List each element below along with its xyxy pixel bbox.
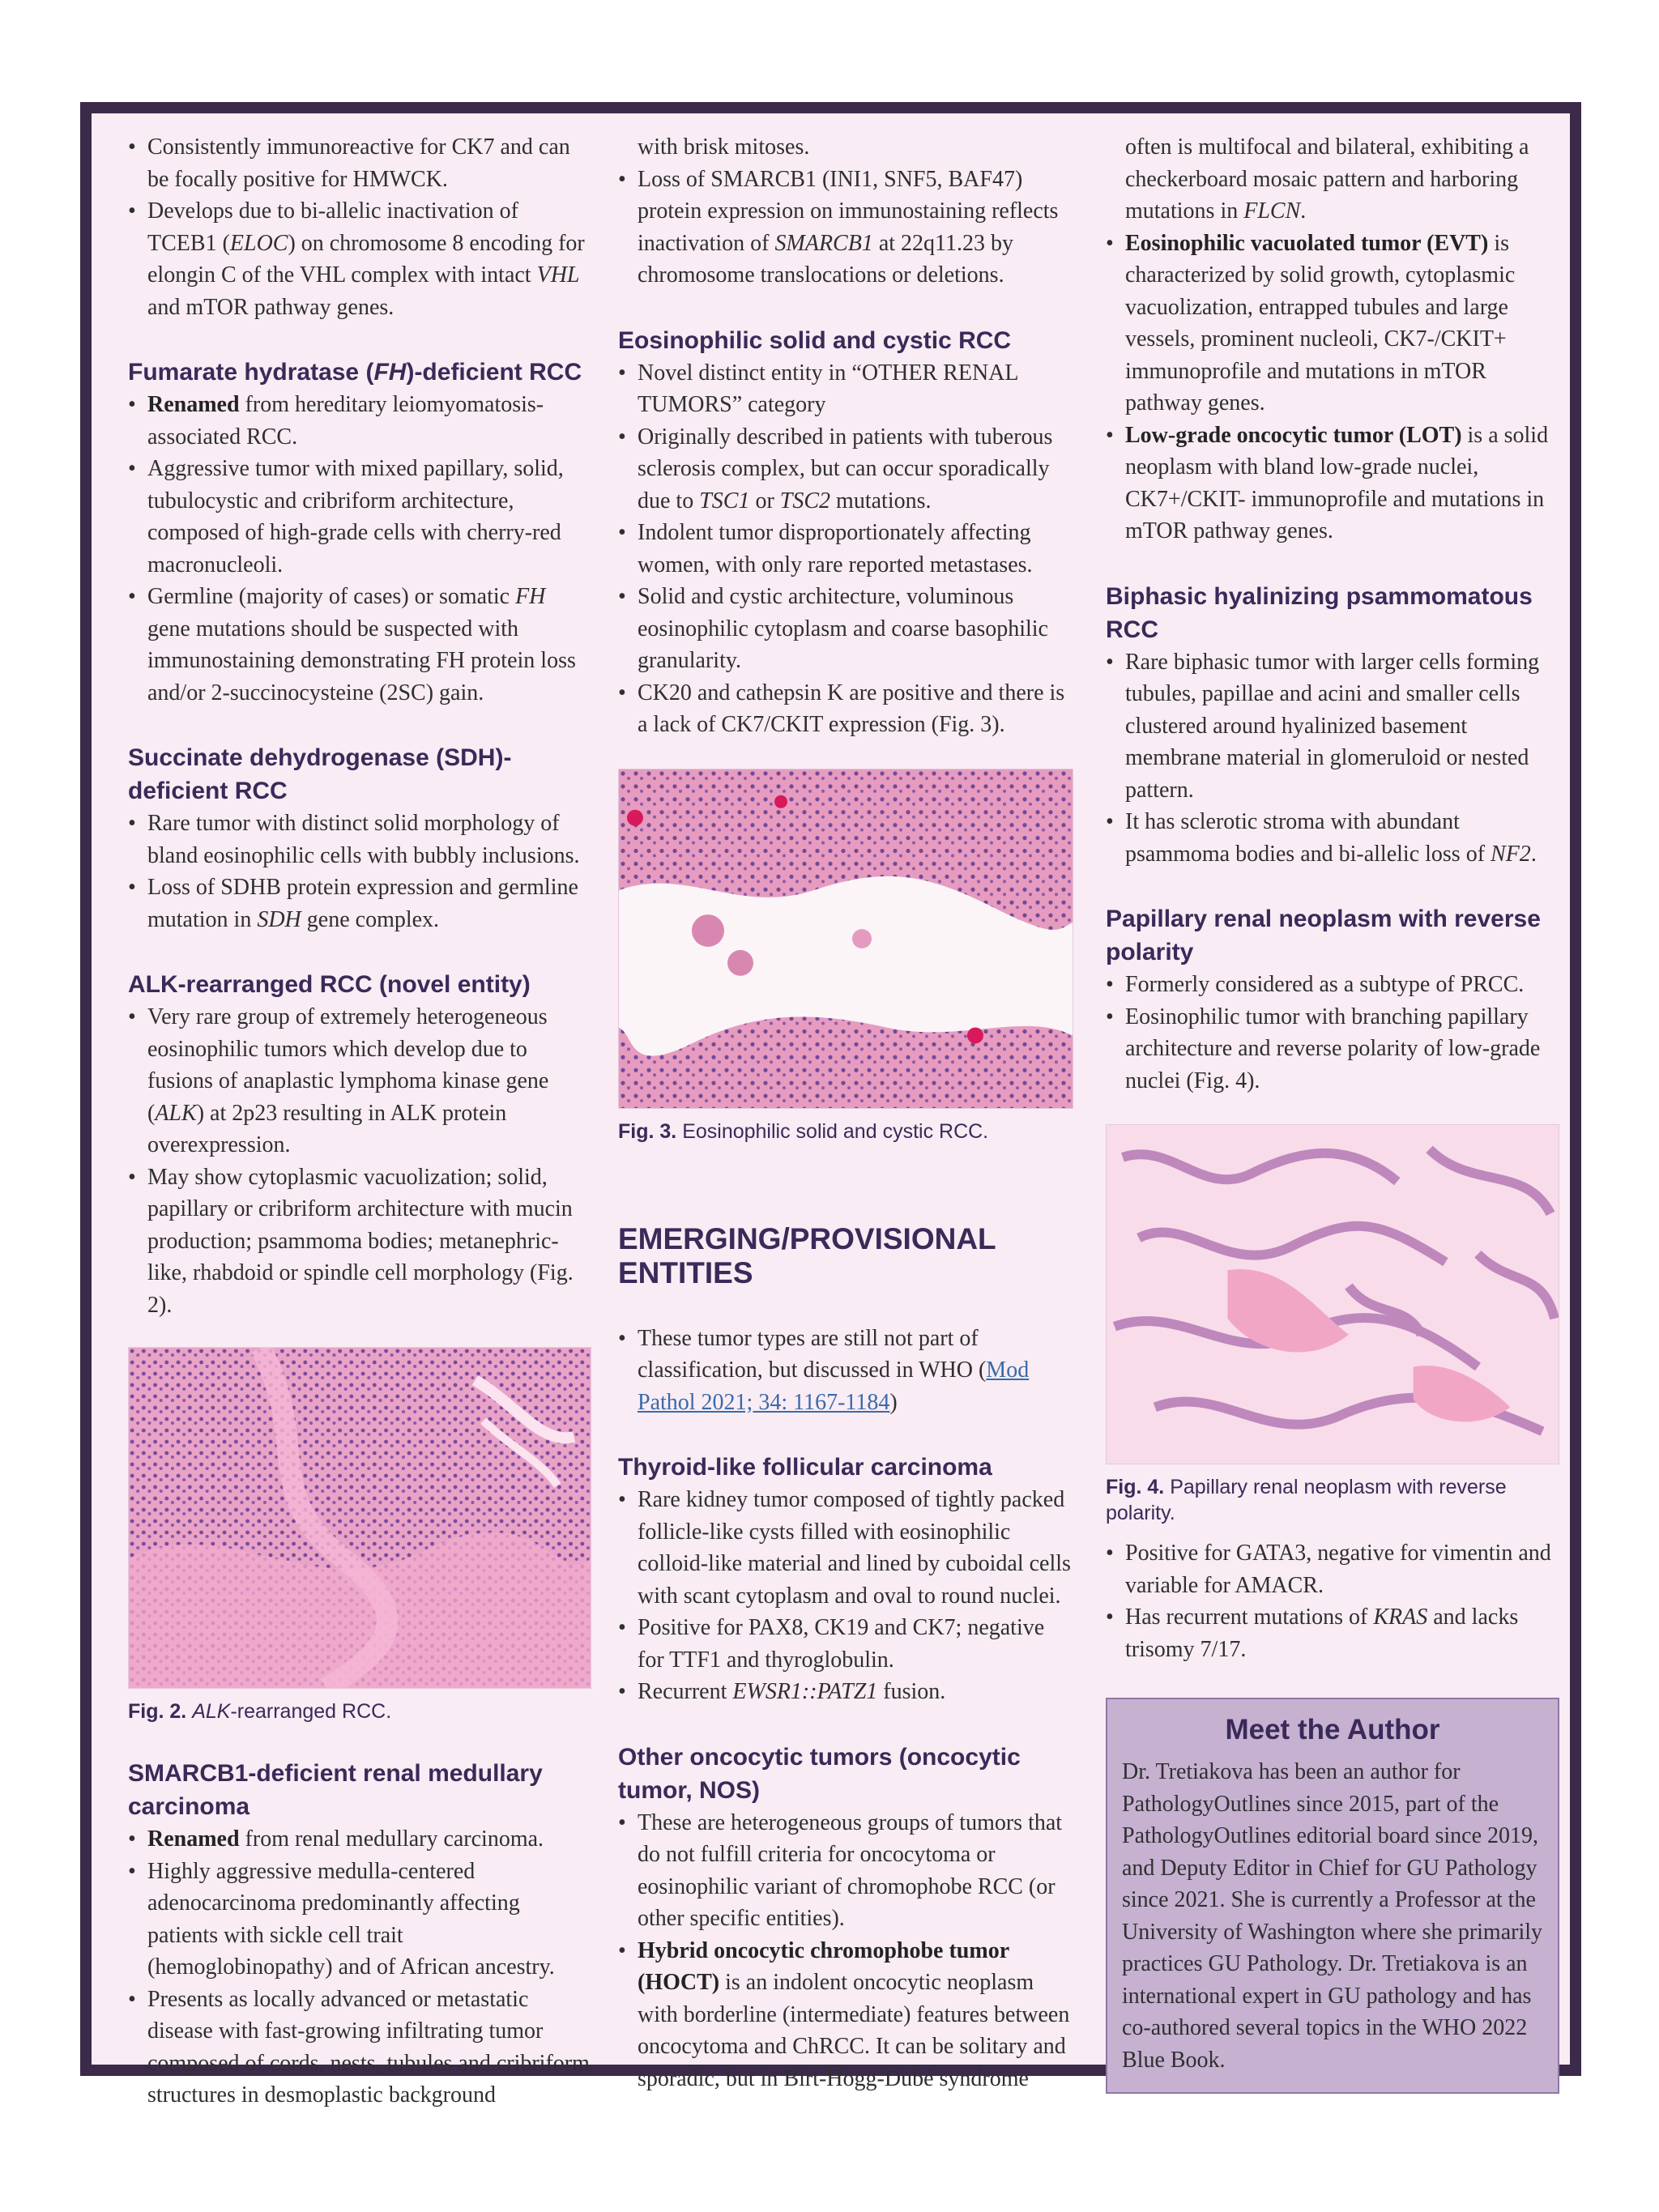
heading-alk-rearranged-rcc: ALK-rearranged RCC (novel entity) bbox=[128, 971, 531, 998]
list-item: • Renamed from renal medullary carcinoma. bbox=[128, 1823, 591, 1856]
list-item: • Renamed from hereditary leiomyomatosis-associated RCC. bbox=[128, 389, 591, 453]
list-item: • Germline (majority of cases) or somatic FH gene mutations should be suspected with immunostaining demonstrating FH protein loss and/or 2-succinocysteine (2SC) gain. bbox=[128, 581, 591, 709]
hoct-continued-list bbox=[1106, 131, 1559, 228]
list-item: • Rare tumor with distinct solid morphology of bland eosinophilic cells with bubbly inclusions. bbox=[128, 808, 591, 872]
list-item: • Novel distinct entity in “OTHER RENAL TUMORS” category bbox=[618, 357, 1073, 421]
article-panel bbox=[80, 102, 1581, 2108]
papillary-list bbox=[1106, 969, 1559, 1097]
heading-smarcb1-deficient: SMARCB1-deficient renal medullary carcinoma bbox=[128, 1760, 543, 1820]
heading-papillary-reverse-polarity: Papillary renal neoplasm with reverse polarity bbox=[1106, 906, 1541, 965]
biphasic-list bbox=[1106, 646, 1559, 871]
author-box-title: Meet the Author bbox=[1225, 1714, 1440, 1745]
figure-2-caption: Fig. 2. ALK-rearranged RCC. bbox=[128, 1700, 392, 1723]
emerging-list bbox=[618, 1323, 1073, 1419]
other-oncocytic-list bbox=[618, 1807, 1073, 2095]
list-item: • Rare kidney tumor composed of tightly packed follicle-like cysts filled with eosinophilic colloid-like material and lined by cuboidal cells with scant cytoplasm and oval to round nuclei. bbox=[618, 1484, 1073, 1612]
figure-2-micrograph bbox=[128, 1347, 591, 1689]
heading-thyroid-like: Thyroid-like follicular carcinoma bbox=[618, 1454, 992, 1481]
list-item: • Highly aggressive medulla-centered adenocarcinoma predominantly affecting patients with sickle cell trait (hemoglobinopathy) and of African ancestry. bbox=[128, 1856, 591, 1984]
list-item: • Positive for GATA3, negative for vimentin and variable for AMACR. bbox=[1106, 1537, 1559, 1601]
figure-3-caption: Fig. 3. Eosinophilic solid and cystic RCC. bbox=[618, 1119, 989, 1143]
meet-the-author-box bbox=[1106, 1698, 1559, 2094]
list-item: • Recurrent EWSR1::PATZ1 fusion. bbox=[618, 1676, 1073, 1708]
evt-lot-list bbox=[1106, 228, 1559, 548]
column-left bbox=[128, 131, 591, 2112]
intro-list bbox=[128, 131, 591, 323]
list-item: • Very rare group of extremely heterogeneous eosinophilic tumors which develop due to fusions of anaplastic lymphoma kinase gene (ALK) at 2p23 resulting in ALK protein overexpression. bbox=[128, 1001, 591, 1161]
heading-emerging-provisional: EMERGING/PROVISIONAL ENTITIES bbox=[618, 1221, 996, 1289]
column-right bbox=[1106, 131, 1559, 2094]
heading-eosinophilic-solid-cystic: Eosinophilic solid and cystic RCC bbox=[618, 326, 1012, 354]
thyroid-list bbox=[618, 1484, 1073, 1708]
list-item: • These are heterogeneous groups of tumors that do not fulfill criteria for oncocytoma or eosinophilic variant of chromophobe RCC (or other specific entities). bbox=[618, 1807, 1073, 1935]
figure-4-micrograph bbox=[1106, 1124, 1559, 1464]
list-item: • Has recurrent mutations of KRAS and lacks trisomy 7/17. bbox=[1106, 1601, 1559, 1665]
list-item: • Positive for PAX8, CK19 and CK7; negative for TTF1 and thyroglobulin. bbox=[618, 1612, 1073, 1676]
heading-other-oncocytic: Other oncocytic tumors (oncocytic tumor, NOS) bbox=[618, 1743, 1021, 1804]
figure-4-caption: Fig. 4. Papillary renal neoplasm with reverse polarity. bbox=[1106, 1476, 1507, 1524]
list-item: • Develops due to bi-allelic inactivation of TCEB1 (ELOC) on chromosome 8 encoding for elongin C of the VHL complex with intact VHL and mTOR pathway genes. bbox=[128, 195, 591, 323]
list-item: • Originally described in patients with tuberous sclerosis complex, but can occur sporadically due to TSC1 or TSC2 mutations. bbox=[618, 421, 1073, 518]
list-item: • Aggressive tumor with mixed papillary, solid, tubulocystic and cribriform architecture, composed of high-grade cells with cherry-red macronucleoli. bbox=[128, 453, 591, 581]
list-item: • Loss of SDHB protein expression and germline mutation in SDH gene complex. bbox=[128, 872, 591, 936]
list-item: • Eosinophilic tumor with branching papillary architecture and reverse polarity of low-grade nuclei (Fig. 4). bbox=[1106, 1001, 1559, 1097]
smarcb1-loss-list bbox=[618, 164, 1073, 292]
smarcb1-continued-list bbox=[618, 131, 1073, 164]
list-item: • Low-grade oncocytic tumor (LOT) is a solid neoplasm with bland low-grade nuclei, CK7+/CKIT- immunoprofile and mutations in mTOR pathway genes. bbox=[1106, 420, 1559, 548]
esc-list bbox=[618, 357, 1073, 741]
list-item: • May show cytoplasmic vacuolization; solid, papillary or cribriform architecture with mucin production; psammoma bodies; metanephric-like, rhabdoid or spindle cell morphology (Fig. 2). bbox=[128, 1161, 591, 1322]
fh-list bbox=[128, 389, 591, 709]
list-item: with brisk mitoses. bbox=[638, 134, 810, 160]
heading-fh-deficient-rcc: Fumarate hydratase (FH)-deficient RCC bbox=[128, 359, 582, 386]
author-bio: Dr. Tretiakova has been an author for PathologyOutlines since 2015, part of the PathologyOutlines editorial board since 2019, and Deputy Editor in Chief for GU Pathology since 2021. She is currently a Professor at the University of Washington where she primarily practices GU Pathology. Dr. Tretiakova is an international expert in GU pathology and has co-authored several topics in the WHO 2022 Blue Book. bbox=[1122, 1759, 1543, 2073]
list-item: • Eosinophilic vacuolated tumor (EVT) is characterized by solid growth, cytoplasmic vacuolization, entrapped tubules and large vessels, prominent nucleoli, CK7-/CKIT+ immunoprofile and mutations in mTOR pathway genes. bbox=[1106, 228, 1559, 420]
list-item: • Hybrid oncocytic chromophobe tumor (HOCT) is an indolent oncocytic neoplasm with borderline (intermediate) features between oncocytoma and ChRCC. It can be solitary and sporadic, but in Birt-Hogg-Dubé syndrome bbox=[618, 1935, 1073, 2095]
list-item: • Solid and cystic architecture, voluminous eosinophilic cytoplasm and coarse basophilic granularity. bbox=[618, 581, 1073, 677]
gata3-kras-list bbox=[1106, 1537, 1559, 1665]
figure-3-micrograph bbox=[618, 769, 1073, 1109]
list-item: • It has sclerotic stroma with abundant psammoma bodies and bi-allelic loss of NF2. bbox=[1106, 806, 1559, 870]
alk-list bbox=[128, 1001, 591, 1321]
list-item: • Presents as locally advanced or metastatic disease with fast-growing infiltrating tumor composed of cords, nests, tubules and cribriform structures in desmoplastic background bbox=[128, 1984, 591, 2112]
sdh-list bbox=[128, 808, 591, 936]
heading-sdh-deficient-rcc: Succinate dehydrogenase (SDH)-deficient RCC bbox=[128, 744, 512, 804]
smarcb1-list bbox=[128, 1823, 591, 2112]
heading-biphasic-hyalinizing: Biphasic hyalinizing psammomatous RCC bbox=[1106, 582, 1533, 643]
list-item: • CK20 and cathepsin K are positive and there is a lack of CK7/CKIT expression (Fig. 3). bbox=[618, 677, 1073, 741]
list-item: • Consistently immunoreactive for CK7 and can be focally positive for HMWCK. bbox=[128, 131, 591, 195]
column-middle bbox=[618, 131, 1073, 2095]
list-item: • Loss of SMARCB1 (INI1, SNF5, BAF47) protein expression on immunostaining reflects inactivation of SMARCB1 at 22q11.23 by chromosome translocations or deletions. bbox=[618, 164, 1073, 292]
list-item: • These tumor types are still not part of classification, but discussed in WHO (Mod Pathol 2021; 34: 1167-1184) bbox=[618, 1323, 1073, 1419]
list-item: • Indolent tumor disproportionately affecting women, with only rare reported metastases. bbox=[618, 517, 1073, 581]
list-item: often is multifocal and bilateral, exhibiting a checkerboard mosaic pattern and harboring mutations in FLCN. bbox=[1125, 134, 1529, 224]
list-item: • Formerly considered as a subtype of PRCC. bbox=[1106, 969, 1559, 1001]
list-item: • Rare biphasic tumor with larger cells forming tubules, papillae and acini and smaller cells clustered around hyalinized basement membrane material in glomeruloid or nested pattern. bbox=[1106, 646, 1559, 807]
